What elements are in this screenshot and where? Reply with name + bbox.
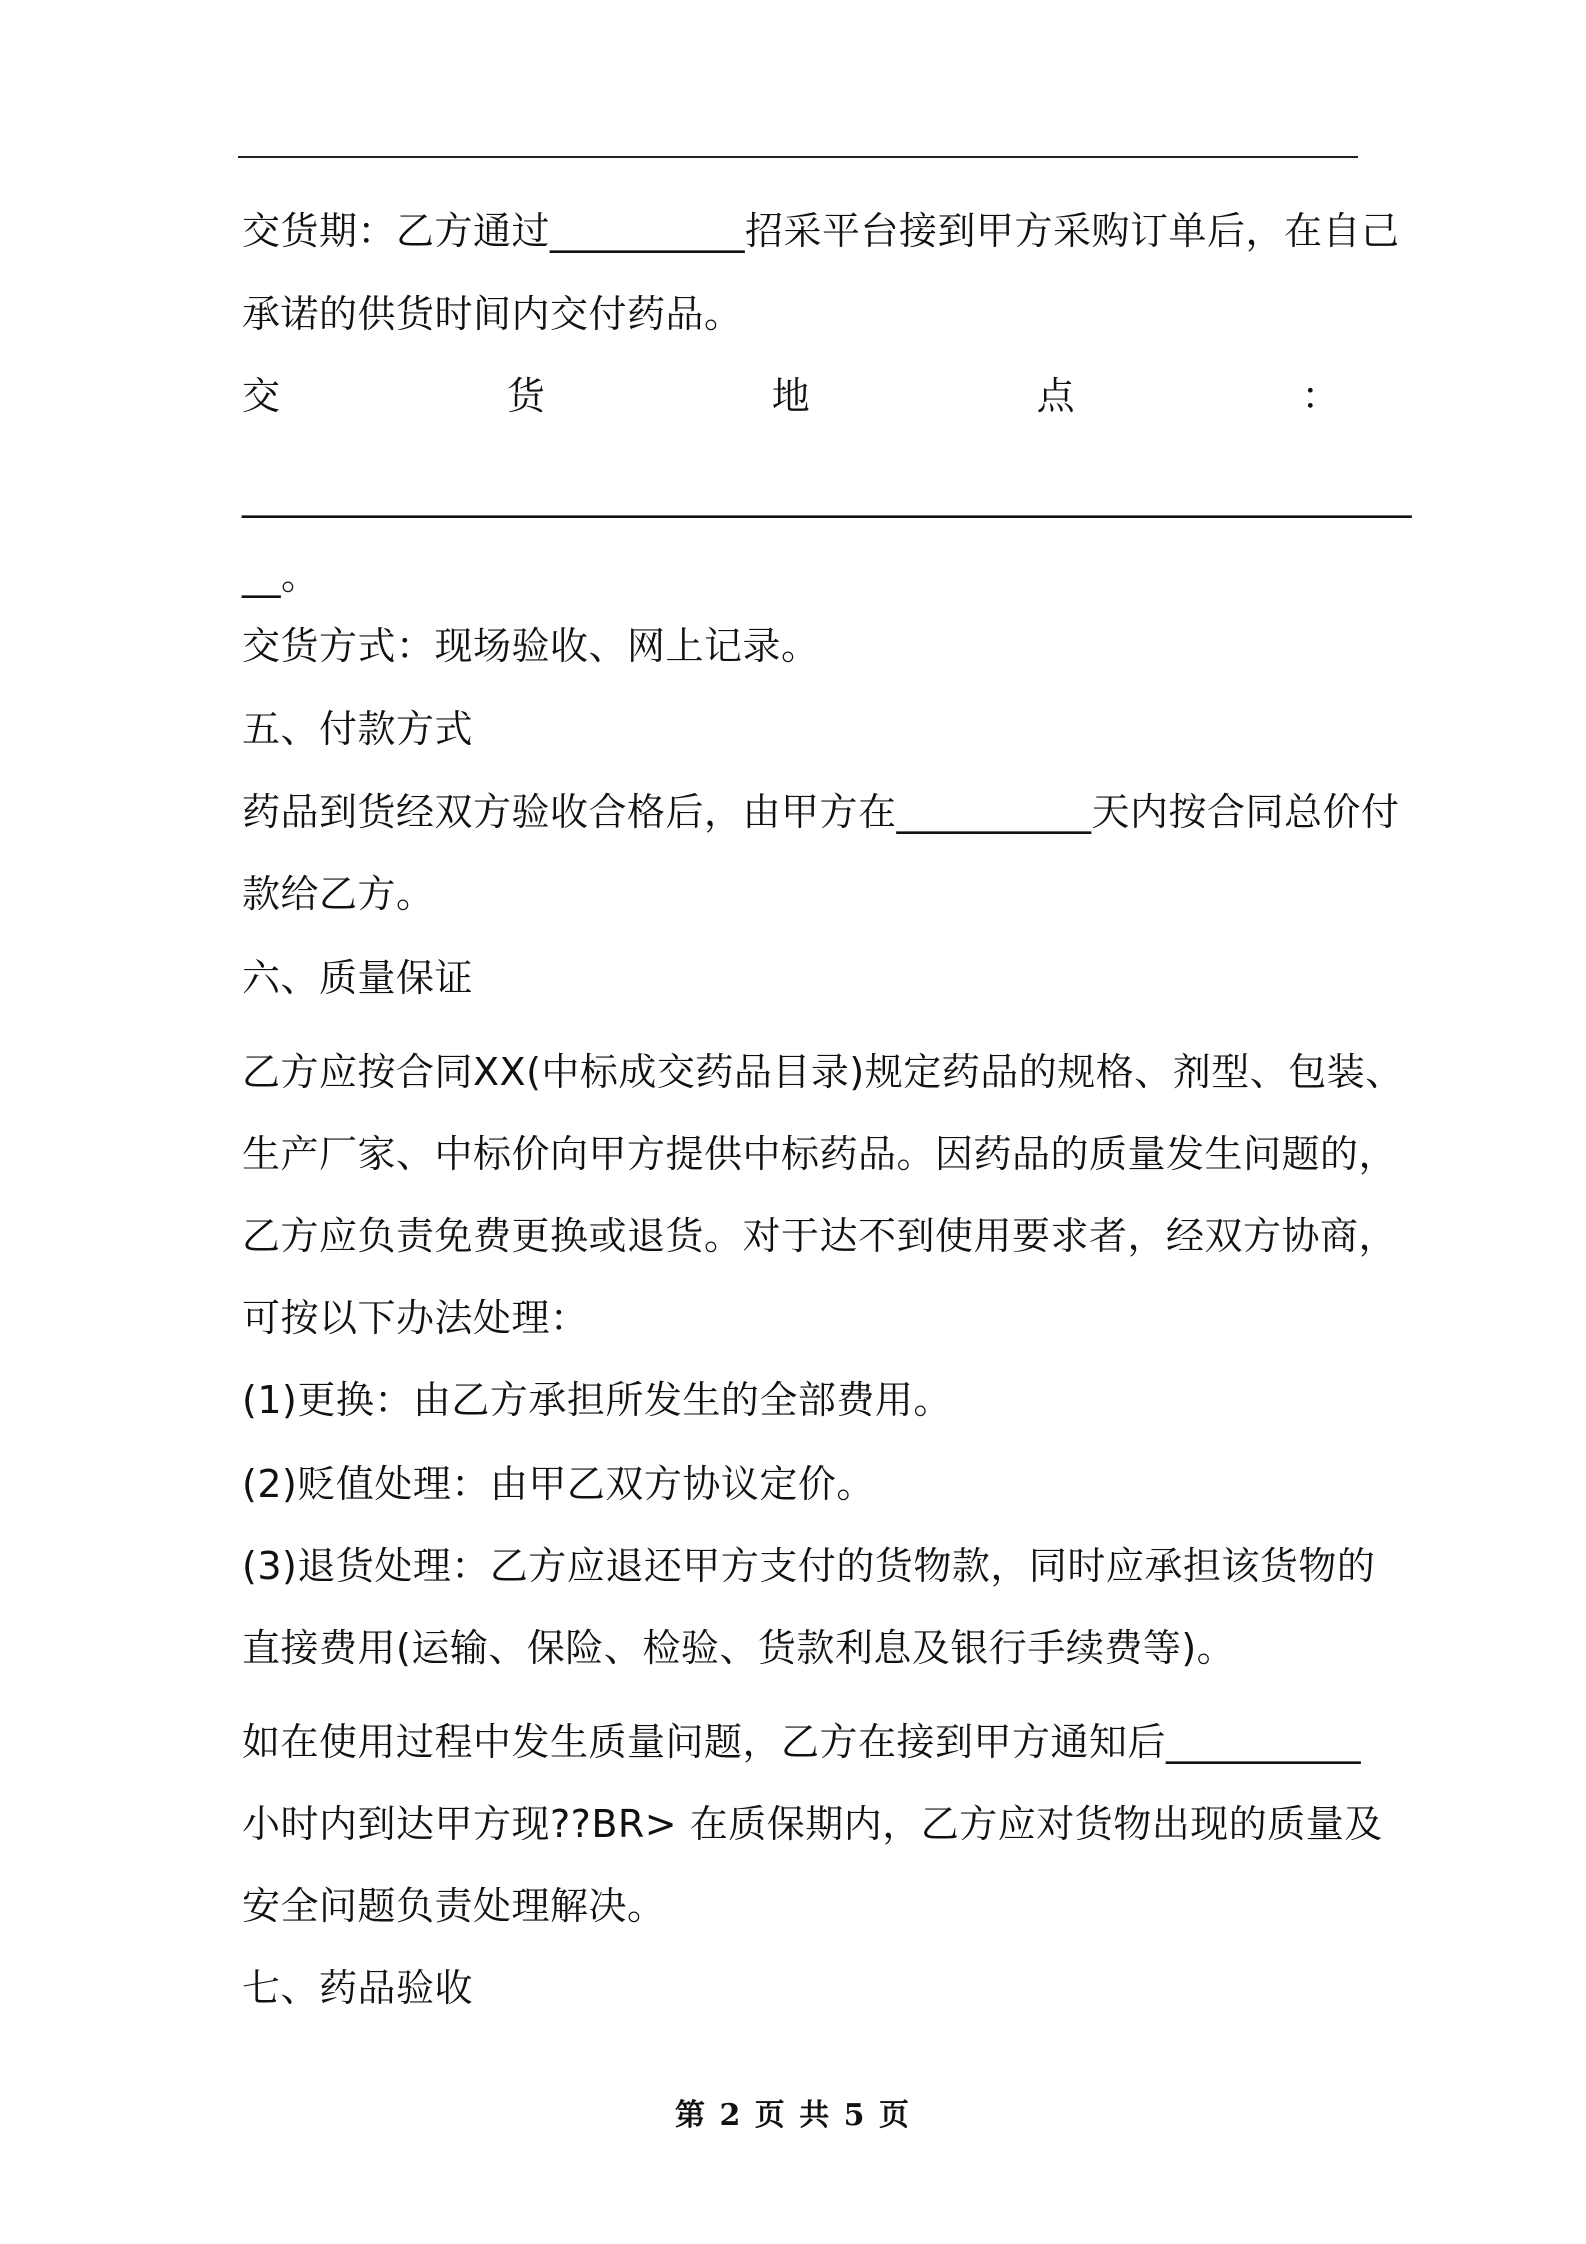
delivery-location-heading	[242, 370, 1340, 422]
text-line: 药品到货经双方验收合格后，由甲方在__________天内按合同总价付	[242, 790, 1400, 834]
blank-fill-line: ____________________________________________________________	[242, 474, 1412, 518]
text-line: __。	[242, 554, 320, 598]
section-heading: 五、付款方式	[242, 707, 474, 751]
text-line: 款给乙方。	[242, 872, 435, 916]
text-line: 安全问题负责处理解决。	[242, 1884, 666, 1928]
list-item: (2)贬值处理：由甲乙双方协议定价。	[242, 1462, 875, 1506]
heading-char: 交	[242, 374, 281, 418]
text-line: 可按以下办法处理：	[242, 1296, 589, 1340]
heading-char: 货	[506, 374, 546, 418]
header-rule	[238, 156, 1358, 158]
list-item: (3)退货处理：乙方应退还甲方支付的货物款，同时应承担该货物的	[242, 1544, 1376, 1588]
text-line: 直接费用(运输、保险、检验、货款利息及银行手续费等)。	[242, 1626, 1236, 1670]
section-heading: 六、质量保证	[242, 956, 474, 1000]
text-line: 如在使用过程中发生质量问题，乙方在接到甲方通知后__________	[242, 1720, 1362, 1764]
heading-char: 地	[771, 374, 811, 418]
text-line: 乙方应负责免费更换或退货。对于达不到使用要求者，经双方协商，	[242, 1214, 1398, 1258]
section-heading: 七、药品验收	[242, 1966, 474, 2010]
text-line: 小时内到达甲方现??BR> 在质保期内，乙方应对货物出现的质量及	[242, 1802, 1383, 1846]
heading-char: ：	[1301, 374, 1340, 418]
heading-char: 点	[1036, 374, 1076, 418]
page-number: 第 2 页 共 5 页	[675, 2098, 911, 2133]
text-line: 交货期：乙方通过__________招采平台接到甲方采购订单后，在自己	[242, 209, 1400, 253]
text-line: 乙方应按合同XX(中标成交药品目录)规定药品的规格、剂型、包装、	[242, 1050, 1404, 1094]
text-line: 承诺的供货时间内交付药品。	[242, 292, 743, 336]
text-line: 生产厂家、中标价向甲方提供中标药品。因药品的质量发生问题的，	[242, 1132, 1398, 1176]
list-item: (1)更换：由乙方承担所发生的全部费用。	[242, 1378, 952, 1422]
text-line: 交货方式：现场验收、网上记录。	[242, 624, 820, 668]
